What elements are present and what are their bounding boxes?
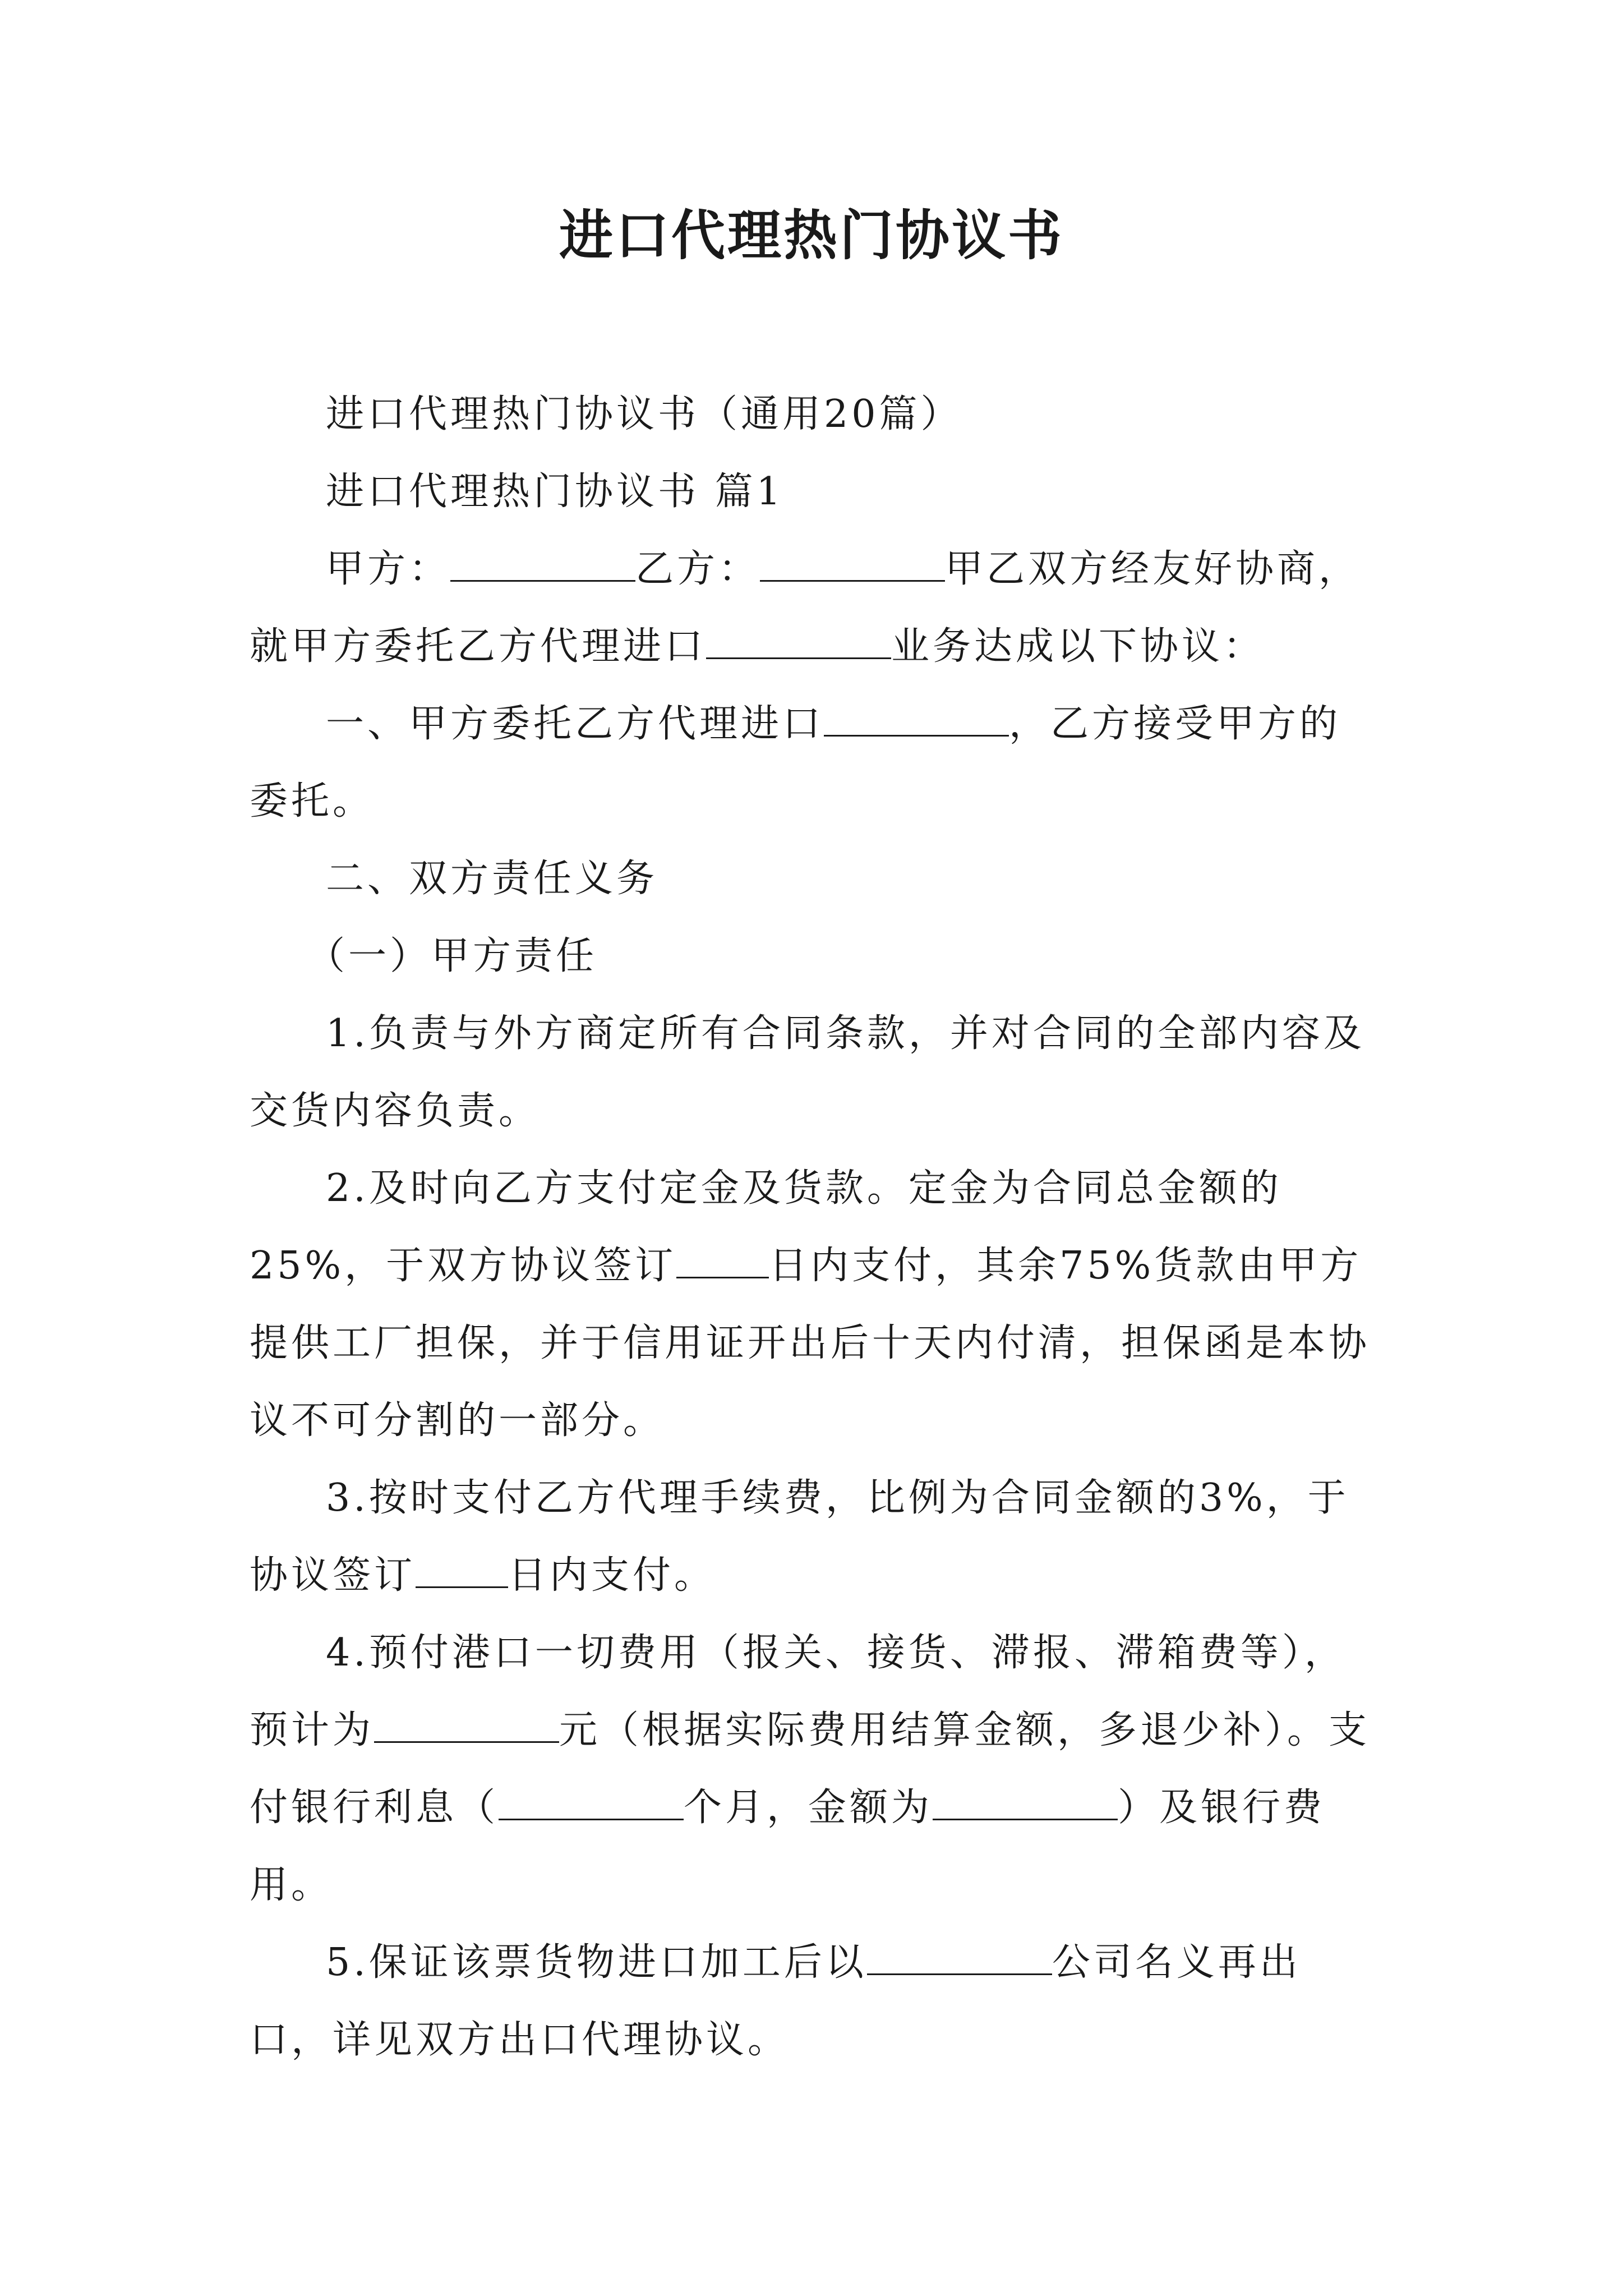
- paragraph-clause-2: 二、双方责任义务: [326, 857, 658, 901]
- section-heading: 进口代理热门协议书 篇1: [326, 470, 784, 514]
- blank-line: [499, 1785, 684, 1820]
- text-segment: ，乙方接受甲方的委托。: [250, 702, 1341, 823]
- text-segment: 业务达成以下协议：: [891, 624, 1265, 669]
- text-segment: 个月，金额为: [684, 1786, 933, 1830]
- text-segment: 日内支付，其余75%货款由甲方提供工厂担保，并于信用证开出后十天内付清，担保函是本协议不可分割的一部分。: [250, 1244, 1371, 1443]
- paragraph-item-2: [250, 1150, 1374, 1460]
- blank-line: [416, 1553, 508, 1588]
- text-segment: 4.预付港口一切费用（报关、接货、滞报、滞箱费等），预计为: [250, 1631, 1346, 1752]
- blank-line: [933, 1785, 1118, 1820]
- blank-line: [867, 1940, 1052, 1975]
- text-segment: 甲乙双方经友好协商，就甲方委托乙方代理进口: [250, 547, 1361, 669]
- blank-line: [706, 624, 891, 659]
- paragraph-item-3: [250, 1460, 1374, 1614]
- blank-line: [450, 546, 635, 582]
- paragraph-item-5: [250, 1924, 1374, 2079]
- blank-line: [824, 701, 1009, 737]
- paragraph-clause-1: [250, 685, 1374, 840]
- text-segment: 元（根据实际费用结算金额，多退少补）。支付银行利息（: [250, 1708, 1371, 1830]
- blank-line: [760, 546, 945, 582]
- document-body: [250, 376, 1374, 2079]
- text-segment: 一、甲方委托乙方代理进口: [326, 702, 824, 746]
- text-segment: 日内支付。: [508, 1553, 716, 1598]
- document-title: 进口代理热门协议书: [559, 204, 1064, 267]
- paragraph-item-1: 1.负责与外方商定所有合同条款，并对合同的全部内容及交货内容负责。: [250, 1011, 1365, 1133]
- paragraph-parties: [250, 531, 1374, 685]
- text-segment: 5.保证该票货物进口加工后以: [326, 1940, 867, 1985]
- party-a-label: 甲方：: [326, 547, 451, 591]
- party-b-label: 乙方：: [635, 547, 760, 591]
- paragraph-subheading: （一）甲方责任: [307, 934, 598, 978]
- text-segment: 3.按时支付乙方代理手续费，比例为合同金额的3%，于协议签订: [250, 1476, 1349, 1598]
- blank-line: [374, 1708, 559, 1743]
- blank-line: [676, 1243, 769, 1278]
- text-segment: 2.及时向乙方支付定金及货款。定金为合同总金额的25%，于双方协议签订: [250, 1166, 1282, 1288]
- paragraph-item-4: [250, 1614, 1374, 1924]
- text-segment: 公司名义再出口，详见双方出口代理协议。: [250, 1940, 1301, 2062]
- subtitle: 进口代理热门协议书（通用20篇）: [326, 392, 962, 436]
- text-segment: ）及银行费用。: [250, 1786, 1326, 1907]
